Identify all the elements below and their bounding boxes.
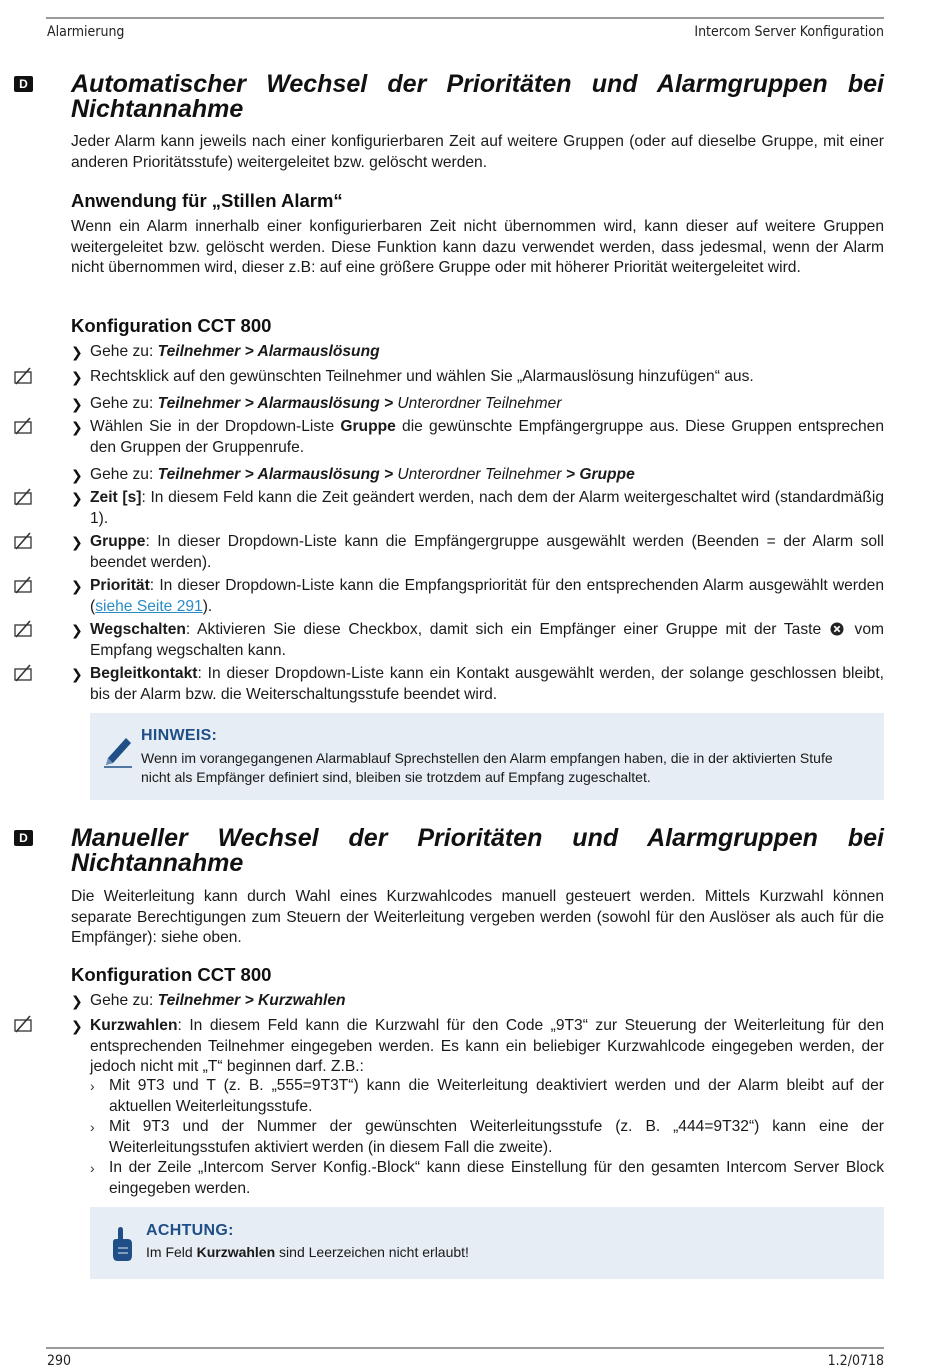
running-header-right: Intercom Server Konfiguration — [694, 24, 884, 40]
sub-list-item: Mit 9T3 und T (z. B. „555=9T3T“) kann die Weiterleitung deaktiviert werden und der Alarm bleibt auf der aktuellen Weiterleitungsstufe. — [109, 1077, 884, 1115]
keyboard-pen-icon — [13, 487, 33, 507]
section2-intro: Die Weiterleitung kann durch Wahl eines Kurzwahlcodes manuell gesteuert werden. Mittels Kurzwahl können separate Berechtigungen zum Steuern der Weiterleitung vergeben werden (sowohl für den Auslöser als auch für die Empfänger): siehe oben. — [71, 888, 884, 946]
chevron-outline-icon: › — [90, 1119, 95, 1135]
hand-pointer-icon — [110, 1226, 134, 1262]
list-item-goto-4: Gehe zu: Teilnehmer > Kurzwahlen — [90, 992, 346, 1009]
list-item-goto-3: Gehe zu: Teilnehmer > Alarmauslösung > Unterordner Teilnehmer > Gruppe — [90, 466, 635, 483]
section2-title: Manueller Wechsel der Prioritäten und Alarmgruppen bei Nichtannahme — [71, 824, 884, 877]
list-item-gruppe: Gruppe: In dieser Dropdown-Liste kann die Empfängergruppe ausgewählt werden (Beenden = der Alarm soll beendet werden). — [90, 533, 884, 571]
device-d-badge: D — [14, 76, 33, 92]
section2-config-heading: Konfiguration CCT 800 — [71, 964, 272, 985]
footer-rule — [46, 1347, 884, 1349]
section1-subheading: Anwendung für „Stillen Alarm“ — [71, 190, 343, 211]
section1-title: Automatischer Wechsel der Prioritäten und Alarmgruppen bei Nichtannahme — [71, 70, 884, 123]
list-item-kurzwahlen: Kurzwahlen: In diesem Feld kann die Kurzwahl für den Code „9T3“ zur Steuerung der Weiterleitung für den entsprechenden Teilnehmer eingegeben werden. Es kann ein beliebiger Kurzwahlcode eingegeben werden, der jedoch nicht mit „T“ beginnen darf. Z.B.: — [90, 1017, 884, 1075]
chevron-outline-icon: › — [90, 1078, 95, 1094]
list-item-zeit: Zeit [s]: In diesem Feld kann die Zeit geändert werden, nach dem der Alarm weitergeschaltet wird (standardmäßig 1). — [90, 489, 884, 527]
header-rule — [46, 17, 884, 19]
keyboard-pen-icon — [13, 575, 33, 595]
chevron-right-icon: ❯ — [71, 344, 83, 360]
keyboard-pen-icon — [13, 1014, 33, 1034]
section1-intro: Jeder Alarm kann jeweils nach einer konfigurierbaren Zeit auf weitere Gruppen (oder auf dieselbe Gruppe, mit einer anderen Prioritätsstufe) weitergeleitet bzw. gelöscht werden. — [71, 133, 884, 171]
chevron-outline-icon: › — [90, 1160, 95, 1176]
document-version: 1.2/0718 — [827, 1353, 884, 1369]
chevron-right-icon: ❯ — [71, 419, 83, 435]
sub-list-item: In der Zeile „Intercom Server Konfig.-Block“ kann diese Einstellung für den gesamten Intercom Server Block eingegeben werden. — [109, 1159, 884, 1197]
chevron-right-icon: ❯ — [71, 396, 83, 412]
sub-list-item: Mit 9T3 und der Nummer der gewünschten Weiterleitungsstufe (z. B. „444=9T32“) kann eine der Weiterleitungsstufen aktiviert werden (in diesem Fall die zweite). — [109, 1118, 884, 1156]
keyboard-pen-icon — [13, 531, 33, 551]
running-header-left: Alarmierung — [47, 24, 125, 40]
chevron-right-icon: ❯ — [71, 622, 83, 638]
list-item-goto-2: Gehe zu: Teilnehmer > Alarmauslösung > Unterordner Teilnehmer — [90, 395, 562, 412]
note-title: HINWEIS: — [141, 727, 218, 744]
note-box — [90, 713, 884, 800]
note-text: Wenn im vorangegangenen Alarmablauf Sprechstellen den Alarm empfangen haben, die in der aktivierten Stufe nicht als Empfänger definiert sind, bleiben sie trotzdem auf Empfang zugeschaltet. — [141, 750, 833, 785]
caution-text: Im Feld Kurzwahlen sind Leerzeichen nicht erlaubt! — [146, 1244, 469, 1260]
chevron-right-icon: ❯ — [71, 666, 83, 682]
section1-config-heading: Konfiguration CCT 800 — [71, 315, 272, 336]
chevron-right-icon: ❯ — [71, 369, 83, 385]
list-item-waehlen: Wählen Sie in der Dropdown-Liste Gruppe die gewünschte Empfängergruppe aus. Diese Gruppen entsprechen den Gruppen der Gruppenrufe. — [90, 418, 885, 456]
pencil-icon — [102, 734, 134, 768]
x-button-icon — [830, 622, 844, 636]
keyboard-pen-icon — [13, 416, 33, 436]
keyboard-pen-icon — [13, 619, 33, 639]
chevron-right-icon: ❯ — [71, 490, 83, 506]
list-item-rechtsklick: Rechtsklick auf den gewünschten Teilnehmer und wählen Sie „Alarmauslösung hinzufügen“ aus. — [90, 368, 754, 385]
keyboard-pen-icon — [13, 663, 33, 683]
page-number: 290 — [47, 1353, 72, 1369]
device-d-badge: D — [14, 830, 33, 846]
list-item-begleitkontakt: Begleitkontakt: In dieser Dropdown-Liste kann ein Kontakt ausgewählt werden, der solange geschlossen bleibt, bis der Alarm bzw. die Weiterschaltungsstufe beendet wird. — [90, 665, 884, 703]
keyboard-pen-icon — [13, 366, 33, 386]
chevron-right-icon: ❯ — [71, 467, 83, 483]
section1-subtext: Wenn ein Alarm innerhalb einer konfigurierbaren Zeit nicht übernommen wird, kann dieser auf weitere Gruppen weitergeleitet bzw. gelöscht werden. Diese Funktion kann dazu verwendet werden, dass jedesmal, wenn der Alarm nicht übernommen wird, dieser z.B: auf eine größere Gruppe oder mit höherer Priorität weitergeleitet wird. — [71, 218, 884, 276]
list-item-wegschalten: Wegschalten: Aktivieren Sie diese Checkbox, damit sich ein Empfänger einer Gruppe mit der Taste vom Empfang wegschalten kann. — [90, 621, 884, 659]
chevron-right-icon: ❯ — [71, 993, 83, 1009]
caution-box — [90, 1207, 884, 1279]
page-reference-link[interactable]: siehe Seite 291 — [95, 597, 203, 615]
list-item-prioritaet: Priorität: In dieser Dropdown-Liste kann die Empfangspriorität für den entsprechenden Alarm ausgewählt werden (siehe Seite 291). — [90, 577, 884, 615]
list-item-goto-1: Gehe zu: Teilnehmer > Alarmauslösung — [90, 343, 380, 360]
chevron-right-icon: ❯ — [71, 534, 83, 550]
chevron-right-icon: ❯ — [71, 578, 83, 594]
chevron-right-icon: ❯ — [71, 1018, 83, 1034]
caution-title: ACHTUNG: — [146, 1222, 234, 1239]
